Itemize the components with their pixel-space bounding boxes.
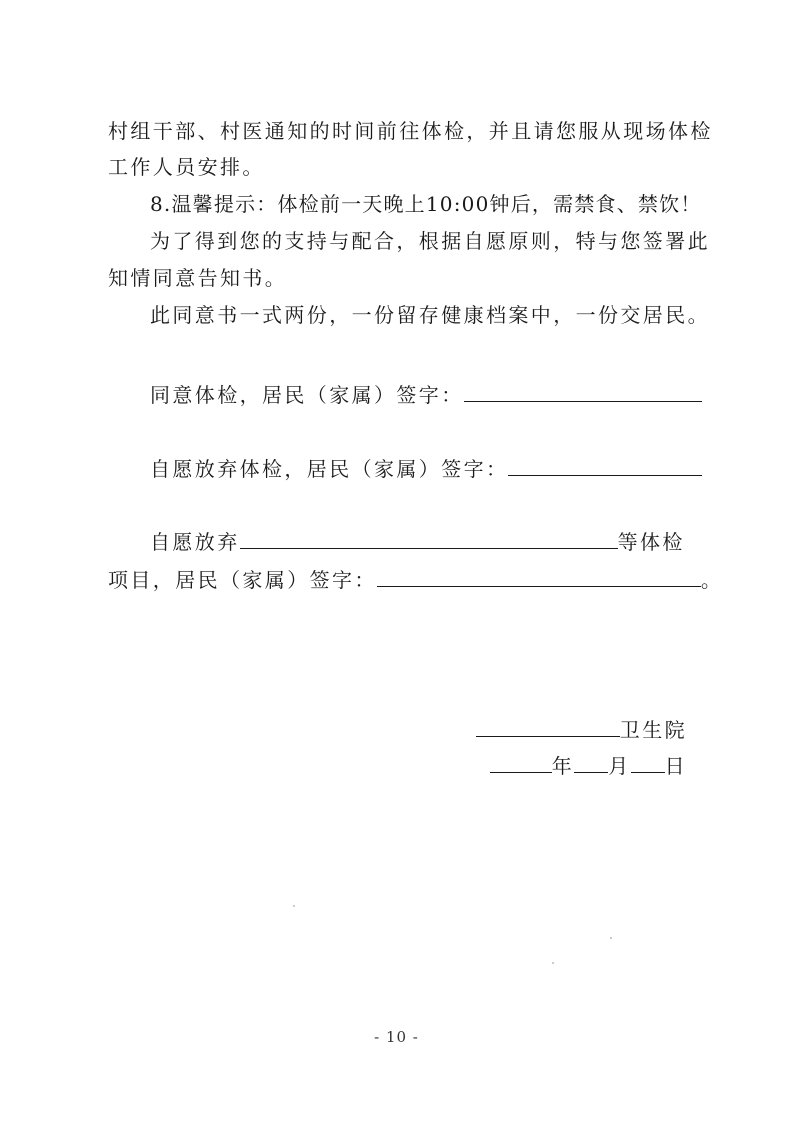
paragraph-line: 工作人员安排。: [108, 155, 265, 179]
month-blank[interactable]: [574, 752, 608, 773]
paragraph-line: 知情同意告知书。: [108, 266, 288, 290]
decline-signature-label: 自愿放弃体检，居民（家属）签字：: [150, 457, 509, 481]
date-line: [490, 752, 687, 780]
partial-decline-suffix: 等体检: [617, 530, 685, 554]
agree-signature-row: [150, 381, 730, 409]
partial-decline-row: [150, 528, 730, 556]
agree-signature-blank[interactable]: [464, 381, 702, 402]
day-blank[interactable]: [631, 752, 665, 773]
year-label: 年: [551, 754, 575, 778]
scan-speck: [610, 937, 612, 939]
year-blank[interactable]: [490, 752, 552, 773]
partial-decline-signature-label: 项目，居民（家属）签字：: [108, 568, 377, 592]
day-label: 日: [664, 754, 687, 778]
partial-decline-signature-row: [108, 566, 724, 594]
scan-speck: [552, 962, 554, 964]
page-number: - 10 -: [374, 1028, 419, 1046]
partial-decline-signature-blank[interactable]: [377, 566, 701, 587]
month-label: 月: [608, 754, 631, 778]
partial-decline-prefix: 自愿放弃: [150, 530, 240, 554]
hospital-suffix: 卫生院: [619, 718, 687, 742]
partial-decline-end: 。: [700, 568, 724, 592]
decline-signature-blank[interactable]: [508, 455, 702, 476]
warm-tip-line: 8.温馨提示：体检前一天晚上10:00钟后，需禁食、禁饮！: [150, 192, 702, 216]
decline-signature-row: [150, 455, 730, 483]
hospital-line: [476, 716, 687, 744]
agree-signature-label: 同意体检，居民（家属）签字：: [150, 383, 464, 407]
paragraph-line: 为了得到您的支持与配合，根据自愿原则，特与您签署此: [150, 229, 710, 253]
paragraph-line: 村组干部、村医通知的时间前往体检，并且请您服从现场体检: [108, 119, 713, 143]
scan-speck: [293, 905, 295, 907]
hospital-name-blank[interactable]: [476, 716, 620, 737]
paragraph-line: 此同意书一式两份，一份留存健康档案中，一份交居民。: [150, 303, 710, 327]
partial-decline-items-blank[interactable]: [240, 528, 618, 549]
